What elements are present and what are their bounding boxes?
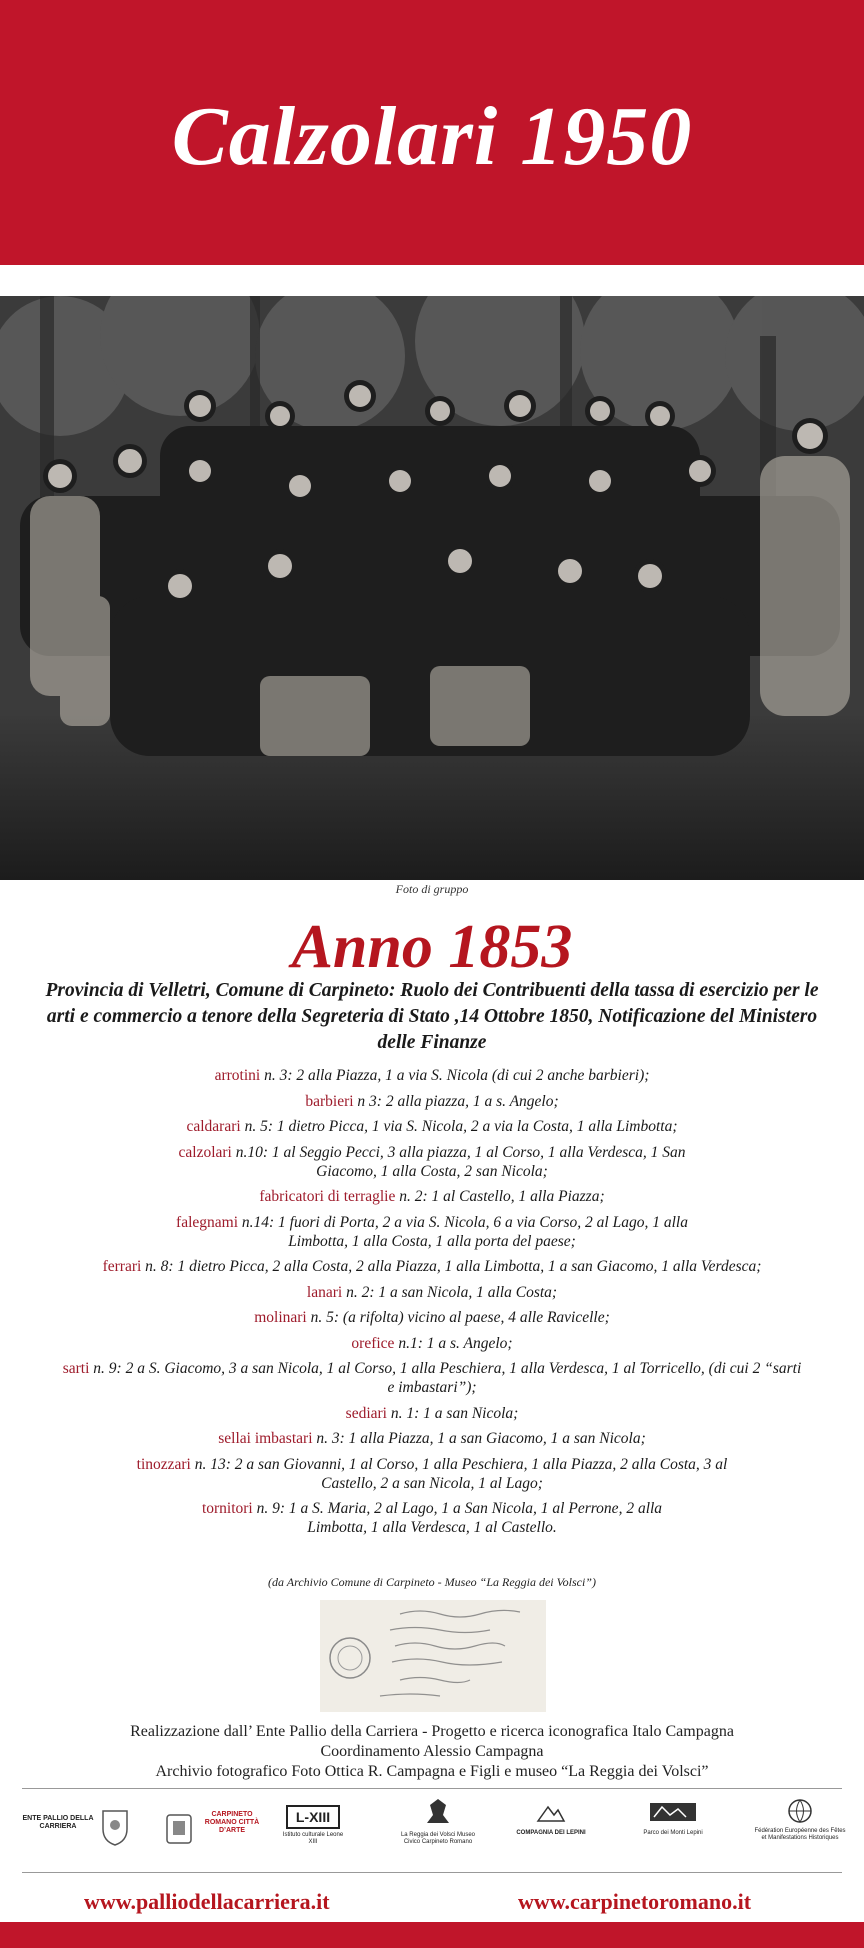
trade-detail: n.10: 1 al Seggio Pecci, 3 alla piazza, 1 al Corso, 1 alla Verdesca, 1 San Giacomo, 1 alla Costa, 2 san Nicola;	[231, 1143, 686, 1180]
logo-parco-lepini	[638, 1797, 708, 1859]
credits-org: Ente Pallio della Carriera	[255, 1723, 419, 1740]
group-photo	[0, 296, 864, 880]
coat-of-arms-icon	[100, 1807, 130, 1847]
credits-person: Alessio Campagna	[423, 1743, 544, 1760]
trade-name: fabricatori di terraglie	[259, 1188, 396, 1205]
url-carpineto-link[interactable]: www.carpinetoromano.it	[518, 1889, 752, 1914]
list-item	[20, 1499, 844, 1537]
logo-text: La Reggia dei Volsci Museo Civico Carpineto Romano	[400, 1832, 476, 1845]
trade-name: sellai imbastari	[218, 1430, 313, 1447]
list-item	[20, 1066, 844, 1085]
trade-name: falegnami	[176, 1213, 239, 1231]
credits-text: Realizzazione dall’	[130, 1723, 256, 1740]
logo-lxiii-mark: L-XIII	[286, 1805, 340, 1829]
logo-text: COMPAGNIA DEI LEPINI	[516, 1830, 586, 1836]
crest-icon	[164, 1809, 194, 1849]
list-item	[20, 1404, 844, 1423]
logo-fedo	[754, 1797, 846, 1859]
list-item	[20, 1143, 844, 1181]
trade-name: sarti	[62, 1360, 90, 1377]
list-item	[20, 1308, 844, 1327]
archive-source: (da Archivio Comune di Carpineto - Museo “La Reggia dei Volsci”)	[268, 1575, 596, 1589]
credits	[0, 1722, 864, 1782]
footer-bar	[0, 1922, 864, 1948]
logo-carpineto	[198, 1811, 266, 1873]
credits-line-2	[0, 1742, 864, 1762]
logo-ente-pallio	[18, 1815, 98, 1877]
logo-text: Istituto culturale Leone XIII	[282, 1832, 344, 1845]
logo-lxiii	[282, 1805, 344, 1867]
logo-compagnia-lepini	[508, 1797, 594, 1859]
trade-name: lanari	[306, 1283, 343, 1301]
page-title: Calzolari 1950	[171, 90, 693, 183]
trade-detail: n.14: 1 fuori di Porta, 2 a via S. Nicola, 6 a via Corso, 2 al Lago, 1 alla Limbotta, 1 alla Costa, 1 alla porta del paese;	[238, 1213, 688, 1250]
trade-name: caldarari	[186, 1118, 241, 1135]
fedo-globe-icon	[786, 1797, 814, 1825]
logo-text: ENTE PALLIO DELLA CARRIERA	[22, 1815, 94, 1830]
trade-name: tinozzari	[136, 1455, 191, 1473]
sponsor-logos	[14, 1797, 850, 1859]
credits-text: - Progetto e ricerca iconografica	[418, 1723, 633, 1740]
logo-reggia-volsci	[398, 1797, 478, 1859]
trade-name: tornitori	[201, 1500, 253, 1517]
list-item	[20, 1429, 844, 1448]
intro-paragraph: Provincia di Velletri, Comune di Carpineto: Ruolo dei Contribuenti della tassa di esercizio per le arti e commercio a tenore della Segreteria di Stato ,14 Ottobre 1850, Notificazione del Ministero delle Finanze	[45, 980, 819, 1053]
trade-name: sediari	[345, 1404, 387, 1422]
credits-text: Coordinamento	[320, 1743, 424, 1760]
list-item	[20, 1283, 844, 1302]
trade-name: calzolari	[178, 1143, 232, 1161]
divider	[22, 1788, 842, 1789]
logo-text: CARPINETO ROMANO CITTÀ D’ARTE	[204, 1811, 260, 1834]
trade-detail: n. 1: 1 a san Nicola;	[387, 1404, 519, 1422]
trade-detail: n. 13: 2 a san Giovanni, 1 al Corso, 1 alla Peschiera, 1 alla Piazza, 2 alla Costa, 3 al Castello, 2 a san Nicola, 1 al Lago;	[190, 1455, 728, 1492]
trade-detail: n. 8: 1 dietro Picca, 2 alla Costa, 2 alla Piazza, 1 alla Limbotta, 1 a san Giacomo, 1 alla Verdesca;	[141, 1258, 762, 1275]
trade-detail: n. 5: (a rifolta) vicino al paese, 4 alle Ravicelle;	[306, 1309, 610, 1326]
logo-text: Parco dei Monti Lepini	[643, 1830, 703, 1836]
list-item	[20, 1334, 844, 1353]
logo-text: Fédération Européenne des Fêtes et Manifestations Historiques	[754, 1828, 846, 1841]
lepini-park-icon	[648, 1797, 698, 1827]
credits-text: Archivio fotografico	[155, 1763, 292, 1780]
mountain-icon	[536, 1797, 566, 1827]
trade-detail: n. 9: 1 a S. Maria, 2 al Lago, 1 a San Nicola, 1 al Perrone, 2 alla Limbotta, 1 alla Verdesca, 1 al Castello.	[252, 1500, 663, 1536]
trade-detail: n 3: 2 alla piazza, 1 a s. Angelo;	[353, 1092, 559, 1110]
trades-list	[20, 1066, 844, 1544]
archive-document-image	[320, 1600, 546, 1712]
list-item	[20, 1455, 844, 1493]
trade-name: orefice	[351, 1334, 395, 1352]
trade-detail: n. 2: 1 a san Nicola, 1 alla Costa;	[342, 1283, 558, 1301]
list-item	[20, 1359, 844, 1397]
url-pallio-link[interactable]: www.palliodellacarriera.it	[84, 1889, 330, 1914]
trade-detail: n. 3: 2 alla Piazza, 1 a via S. Nicola (di cui 2 anche barbieri);	[260, 1067, 650, 1084]
photo-caption: Foto di gruppo	[395, 882, 469, 896]
list-item	[20, 1213, 844, 1251]
title-banner	[0, 0, 864, 265]
trade-name: molinari	[254, 1309, 307, 1326]
group-photo-illustration	[0, 296, 864, 880]
year-heading: Anno 1853	[291, 913, 573, 981]
trade-detail: n. 2: 1 al Castello, 1 alla Piazza;	[395, 1188, 605, 1205]
credits-line-3	[0, 1762, 864, 1782]
list-item	[20, 1257, 844, 1276]
credits-line-1	[0, 1722, 864, 1742]
trade-detail: n. 9: 2 a S. Giacomo, 3 a san Nicola, 1 al Corso, 1 alla Peschiera, 1 alla Verdesca, 1 al Torricello, (di cui 2 “sarti e imbastari”);	[89, 1360, 802, 1396]
trade-detail: n. 5: 1 dietro Picca, 1 via S. Nicola, 2 a via la Costa, 1 alla Limbotta;	[240, 1118, 678, 1135]
lion-emblem-icon	[425, 1797, 451, 1829]
list-item	[20, 1117, 844, 1136]
trade-name: ferrari	[102, 1258, 142, 1275]
list-item	[20, 1187, 844, 1206]
trade-detail: n.1: 1 a s. Angelo;	[394, 1334, 513, 1352]
credits-person: Italo Campagna	[632, 1723, 734, 1740]
trade-name: barbieri	[305, 1092, 354, 1110]
list-item	[20, 1092, 844, 1111]
trade-name: arrotini	[214, 1067, 261, 1084]
divider	[22, 1872, 842, 1873]
trade-detail: n. 3: 1 alla Piazza, 1 a san Giacomo, 1 a san Nicola;	[312, 1430, 646, 1447]
credits-text: e museo “La Reggia dei Volsci”	[500, 1763, 709, 1780]
credits-org: Foto Ottica R. Campagna e Figli	[291, 1763, 501, 1780]
